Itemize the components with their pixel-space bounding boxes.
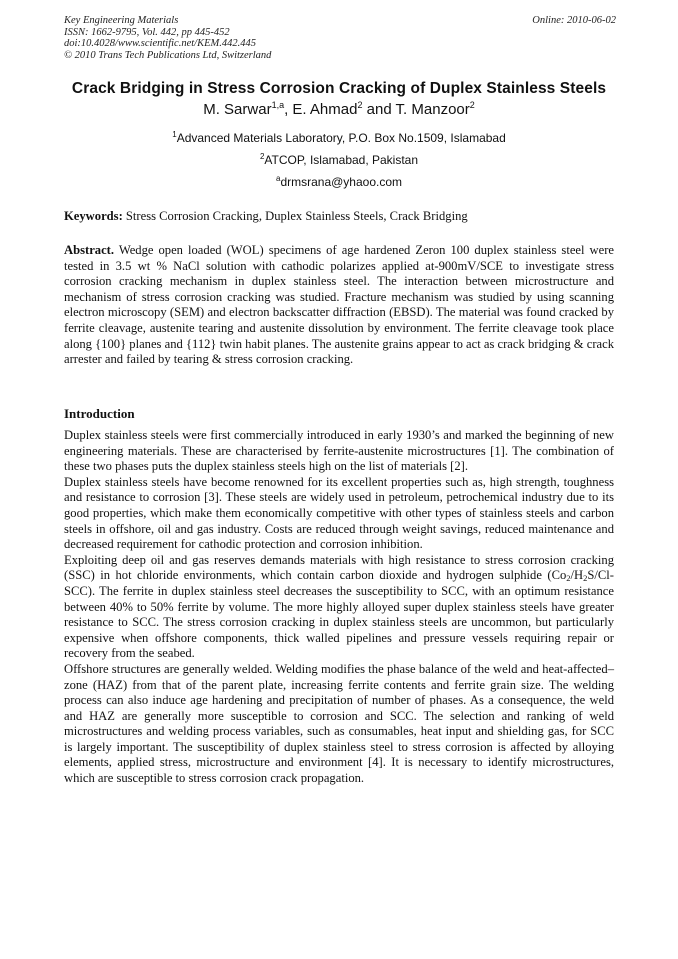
journal-doi: doi:10.4028/www.scientific.net/KEM.442.445	[64, 38, 256, 49]
affiliation-superscript: 1	[172, 130, 177, 139]
paragraph-text: Exploiting deep oil and gas reserves demands materials with high resistance to stress corrosion cracking (SSC) in hot chloride environments, which contain carbon dioxide and hydrogen sulphide (Co	[64, 552, 614, 583]
online-date: Online: 2010-06-02	[532, 15, 616, 26]
affiliation-superscript: a	[275, 174, 281, 183]
author-name: and T. Manzoor	[362, 101, 470, 118]
author-list	[0, 101, 678, 118]
journal-header	[64, 15, 616, 61]
journal-issn: ISSN: 1662-9795, Vol. 442, pp 445-452	[64, 26, 230, 38]
author-superscript: 1,a	[271, 100, 285, 110]
paragraph	[64, 553, 614, 662]
journal-copyright: © 2010 Trans Tech Publications Ltd, Switzerland	[64, 49, 272, 61]
abstract-label: Abstract.	[64, 243, 115, 257]
abstract-section	[64, 243, 614, 368]
paragraph: Duplex stainless steels have become renowned for its excellent properties such as, high strength, toughness and resistance to corrosion [3]. These steels are widely used in petroleum, petrochemical industry due to its good properties, which make them economically competitive with other types of stainless steels and carbon steels in offshore, oil and gas industry. Costs are reduced through weight savings, reduced maintenance and decreased requirement for cathodic protection and corrosion inhibition.	[64, 474, 614, 552]
paper-title: Crack Bridging in Stress Corrosion Cracking of Duplex Stainless Steels	[71, 80, 607, 97]
paragraph-text: /H	[570, 568, 584, 583]
affiliation-superscript: 2	[259, 152, 265, 161]
introduction-body	[64, 428, 614, 787]
author-superscript: 2	[357, 100, 363, 110]
affiliation-1	[0, 131, 678, 145]
author-name: M. Sarwar	[203, 101, 272, 118]
subscript: 2	[566, 573, 571, 584]
paragraph: Offshore structures are generally welded. Welding modifies the phase balance of the weld and heat-affected–zone (HAZ) from that of the parent plate, increasing ferrite contents and ferrite grain size. The welding process can also induce age hardening and precipitation of number of phases. As a consequence, the weld and HAZ are generally more susceptible to corrosion and SCC. The selection and ranking of weld microstructures and welding process variables, such as consumables, heat input and shielding gas, for SCC is largely important. The susceptibility of duplex stainless steel to stress corrosion is affected by alloying elements, applied stress, microstructure and environment [4]. It is necessary to identify microstructures, which are susceptible to stress corrosion crack propagation.	[64, 661, 614, 786]
section-heading: Introduction	[64, 406, 135, 421]
paragraph: Duplex stainless steels were first commercially introduced in early 1930’s and marked the beginning of new engineering materials. These are characterised by ferrite-austenite microstructures [1]. The combination of these two phases puts the duplex stainless steels high on the list of materials [2].	[64, 428, 614, 474]
author-email	[0, 175, 678, 189]
paragraph-text: S/Cl- SCC). The ferrite in duplex stainless steel decreases the susceptibility to SCC, with an optimum resistance between 40% to 50% ferrite by volume. The more highly alloyed super duplex stainless steels have greater resistance to SCC. The stress corrosion cracking in duplex stainless steels are uncommon, but particularly expensive when offshore components, thick walled pipelines and pressure vessels requiring repair or recovery from the seabed.	[64, 568, 614, 661]
keywords-text: Stress Corrosion Cracking, Duplex Stainless Steels, Crack Bridging	[122, 209, 468, 223]
subscript: 2	[583, 573, 588, 584]
author-superscript: 2	[469, 100, 475, 110]
email-text: drmsrana@yhaoo.com	[280, 175, 403, 189]
keywords-section	[64, 209, 614, 225]
affiliation-text: ATCOP, Islamabad, Pakistan	[264, 153, 419, 167]
affiliation-text: Advanced Materials Laboratory, P.O. Box No.1509, Islamabad	[176, 131, 506, 145]
abstract-text: Wedge open loaded (WOL) specimens of age hardened Zeron 100 duplex stainless steel were tested in 3.5 wt % NaCl solution with cathodic polarizes applied at-900mV/SCE to investigate stress corrosion cracking mechanism in duplex stainless steel. The interaction between microstructure and mechanism of stress corrosion cracking was studied. Fracture mechanism was studied by using scanning electron microscopy (SEM) and electron backscatter diffraction (EBSD). The material was found cracked by ferrite cleavage, austenite tearing and austenite dissolution by environment. The ferrite cleavage took place along {100} planes and {112} twin habit planes. The austenite grains appear to act as crack bridging & crack arrester and failed by tearing & stress corrosion cracking.	[64, 243, 614, 367]
journal-name: Key Engineering Materials	[64, 15, 179, 26]
affiliation-2	[0, 153, 678, 167]
author-name: , E. Ahmad	[284, 101, 358, 118]
keywords-label: Keywords:	[64, 209, 123, 223]
